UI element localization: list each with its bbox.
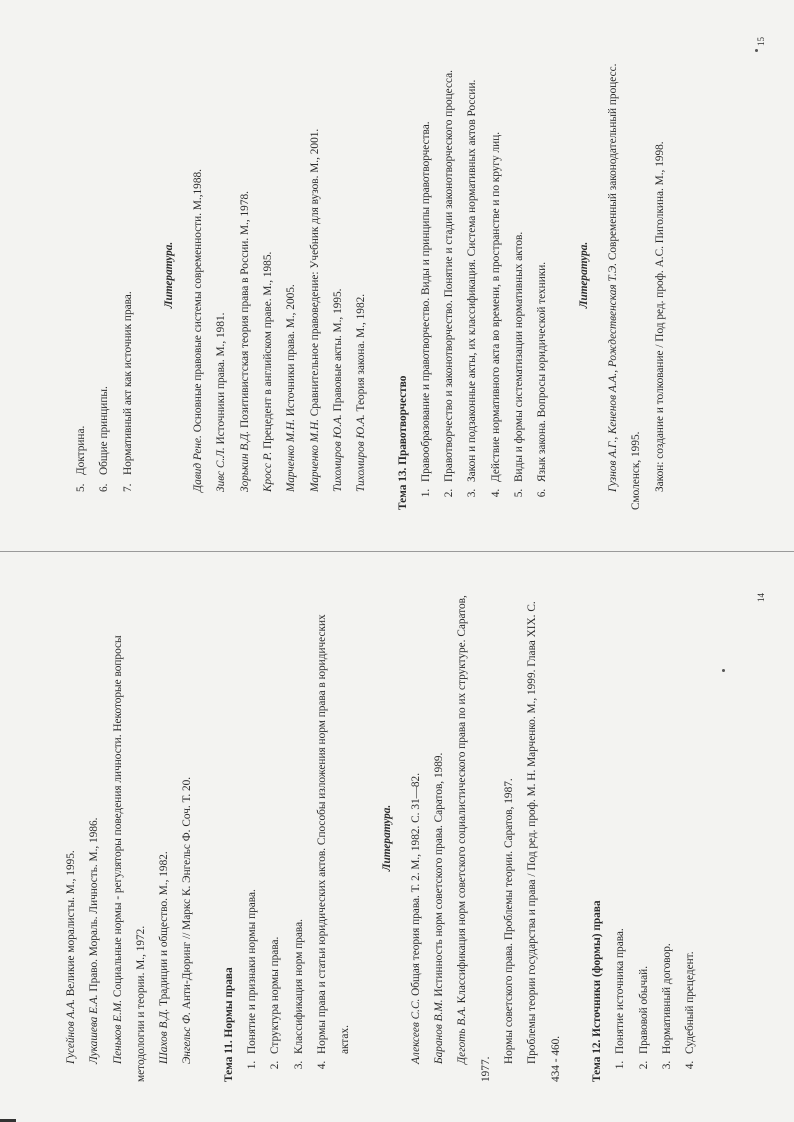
list-item: 2. Правотворчество и законотворчество. Понятие и стадии законотворческого процесса. [438, 40, 461, 486]
list-item: 3. Закон и подзаконные акты, их классификация. Система нормативных актов России. [461, 40, 484, 486]
page-fold-line [0, 551, 794, 552]
topic-13-list [415, 40, 555, 510]
ref-item: Энгельс Ф. Анти-Дюринг // Маркс К. Энгельс Ф. Соч. Т. 20. [181, 776, 194, 1064]
list-item: 6. Язык закона. Вопросы юридической техники. [531, 40, 554, 486]
scan-speck [755, 49, 758, 52]
list-item: 1. Понятие источника права. [609, 594, 632, 1058]
ref-item: Гузнов А.Г., Кененов А.А., Рождественская Т.Э. Современный законодательный процесс. Смоленск, 1995. [606, 63, 643, 510]
literature-heading: Литература. [577, 241, 590, 309]
list-item: 4. Нормы права и статьи юридических актов. Способы изложения норм права в юридических актах. [311, 594, 358, 1058]
list-item: 5. Доктрина. [75, 425, 87, 492]
page-number-left: 14 [756, 593, 766, 602]
topic-13-title: Тема 13. Правотворчество [396, 375, 409, 510]
ref-item: Алексеев С.С. Общая теория права. Т. 2. М., 1982. С. 31—82. [409, 772, 422, 1064]
ref-item: Марченко М.Н. Источники права. М., 2005. [285, 284, 298, 492]
ref-item: Шахов В.Д. Традиции и общество. М., 1982. [158, 851, 171, 1064]
left-page [60, 594, 702, 1082]
ref-item: Зивс С.Л. Источники права. М., 1981. [215, 312, 228, 492]
page-number-right: 15 [756, 37, 766, 46]
scan-speck [722, 669, 725, 672]
literature-heading: Литература. [380, 804, 393, 872]
list-item: 6. Общие принципы. [98, 386, 111, 492]
ref-item: Давид Рене. Основные правовые системы современности. М.,1988. [192, 169, 205, 492]
topic-12-title: Тема 12. Источники (формы) права [590, 900, 603, 1082]
ref-item: Проблемы теории государства и права / Под ред. проф. М. Н. Марченко. М., 1999. Глава XIX. С. 434 - 460. [526, 601, 562, 1082]
ref-item: Деготь В.А. Классификация норм советского социалистического права по их структуре. Саратов, 1977. [456, 595, 492, 1082]
right-page [70, 40, 672, 510]
list-item: 4. Действие нормативного акта во времени, в пространстве и по кругу лиц. [485, 40, 508, 486]
ref-item: Тихомиров Ю.А. Правовые акты. М., 1995. [331, 288, 344, 492]
list-item: 1. Понятие и признаки нормы права. [241, 594, 264, 1058]
topic-12-list-continued [70, 40, 140, 510]
ref-item: Кросс Р. Прецедент в английском праве. М., 1985. [262, 251, 275, 492]
ref-item: Тихомиров Ю.А. Теория закона. М., 1982. [355, 293, 368, 492]
topic-11-list [241, 594, 357, 1082]
refs-norms [405, 594, 568, 1082]
list-item: 2. Структура нормы права. [264, 594, 287, 1058]
ref-item: Марченко М.Н. Сравнительное правоведение: Учебник для вузов. М., 2001. [308, 128, 321, 492]
list-item: 2. Правовой обычай. [633, 594, 656, 1058]
topic-12-list [609, 594, 702, 1082]
ref-item: Нормы советского права. Проблемы теории. Саратов, 1987. [503, 778, 516, 1064]
topic-11-title: Тема 11. Нормы права [222, 967, 235, 1082]
refs-sources [187, 40, 373, 510]
ref-item: Баранов В.М. Истинность норм советского права. Саратов, 1989. [433, 752, 446, 1064]
ref-item: Лукашева Е.А. Право. Мораль. Личность. М., 1986. [88, 817, 101, 1064]
ref-item: Пеньков Е.М. Социальные нормы - регуляторы поведения личности. Некоторые вопросы методологии и теории. М., 1972. [111, 635, 147, 1082]
list-item: 3. Классификация норм права. [288, 594, 311, 1058]
list-item: 4. Судебный прецедент. [679, 594, 702, 1058]
list-item: 7. Нормативный акт как источник права. [121, 291, 134, 492]
list-item: 1. Правообразование и правотворчество. Виды и принципы правотворчества. [415, 40, 438, 486]
ref-item: Зорькин В.Д. Позитивистская теория права в России. М., 1978. [238, 191, 251, 492]
refs-lawmaking [602, 40, 672, 510]
list-item: 5. Виды и формы систематизации нормативных актов. [508, 40, 531, 486]
ref-item: Закон: создание и толкование / Под ред. проф. А.С. Пиголкина. М., 1998. [653, 141, 666, 492]
literature-heading: Литература. [162, 241, 175, 309]
refs-morality [60, 594, 200, 1082]
list-item: 3. Нормативный договор. [656, 594, 679, 1058]
ref-item: Гусейнов А.А. Великие моралисты. М., 1995. [65, 850, 77, 1064]
